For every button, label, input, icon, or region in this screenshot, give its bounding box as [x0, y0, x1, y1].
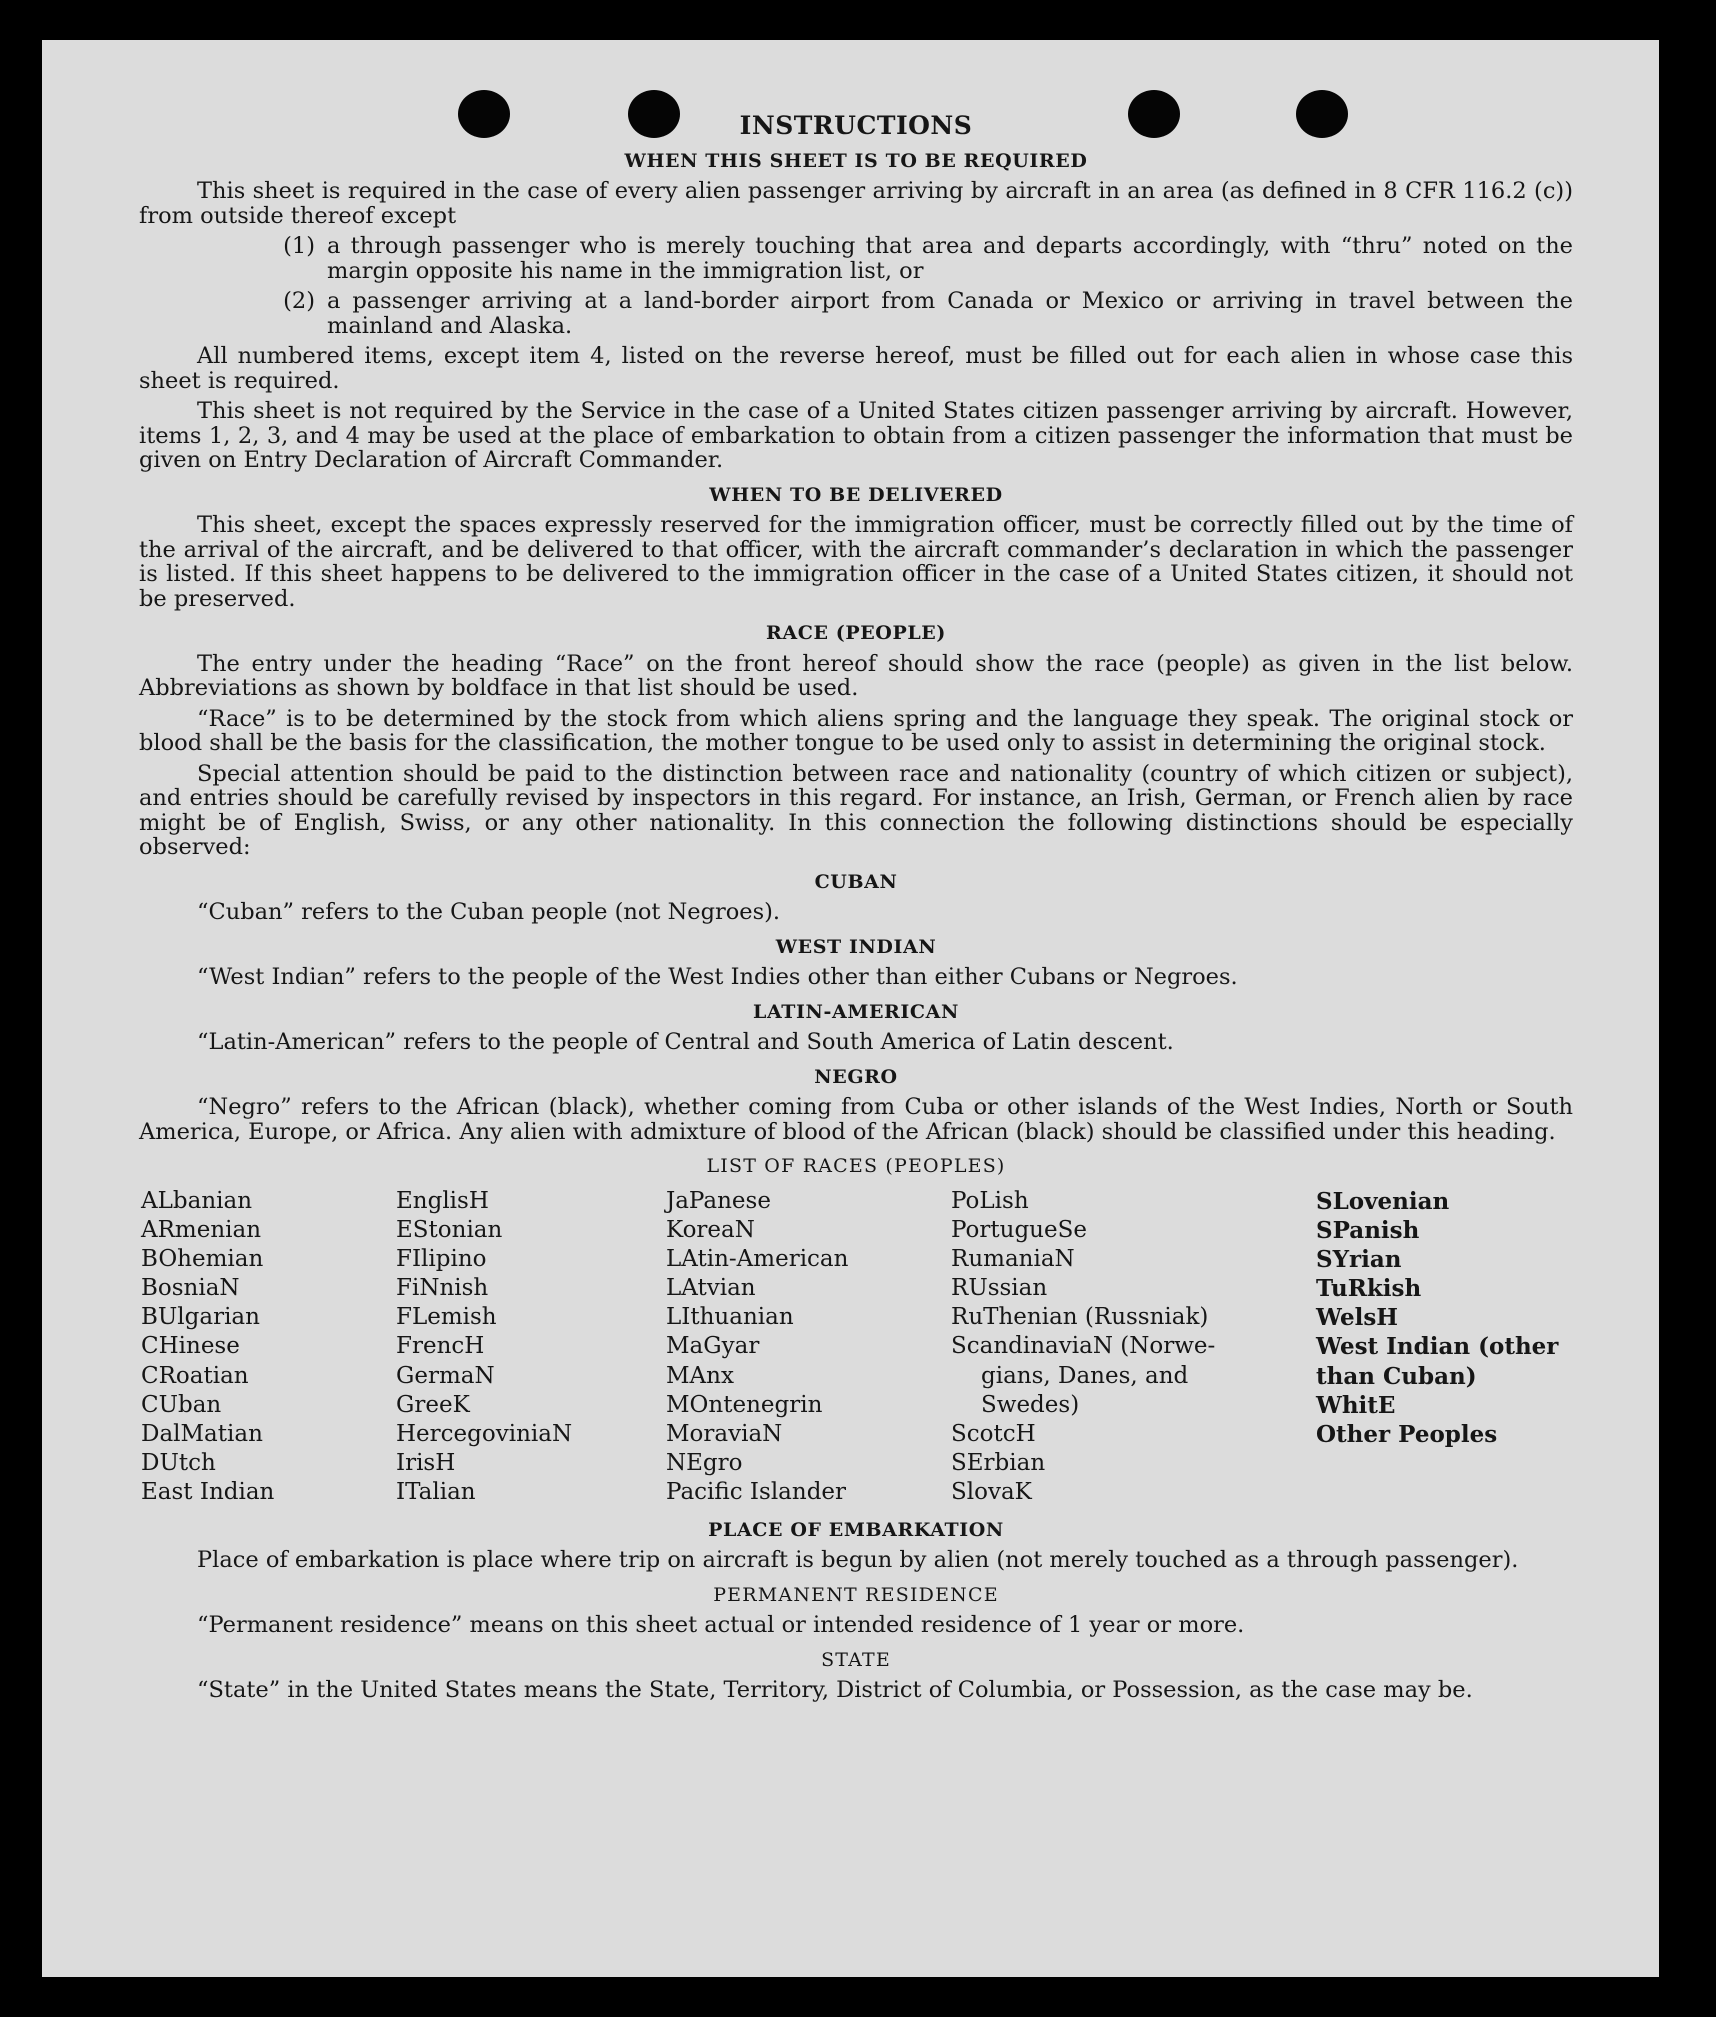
race-item: LAtvian — [666, 1275, 756, 1302]
race-item: BUlgarian — [141, 1304, 260, 1331]
section-heading-cuban: CUBAN — [814, 870, 898, 893]
race-paragraph: The entry under the heading “Race” on the front hereof should show the race (people) as given in the list below. Abbreviations as shown by boldface in that list should be used. — [139, 650, 1573, 701]
race-item: BosniaN — [141, 1275, 240, 1302]
race-item: FLemish — [396, 1304, 497, 1331]
section-heading-residence: PERMANENT RESIDENCE — [713, 1583, 999, 1606]
race-item: PortugueSe — [951, 1216, 1087, 1243]
race-item: FrencH — [396, 1333, 485, 1360]
race-item: CHinese — [141, 1333, 240, 1360]
race-item: LAtin-American — [666, 1245, 849, 1272]
race-item: FiNnish — [396, 1275, 489, 1302]
race-item: IrisH — [396, 1450, 456, 1477]
negro-definition: “Negro” refers to the African (black), whether coming from Cuba or other islands of the West Indies, North or South America, Europe, or Africa. Any alien with admixture of blood of the African (black) should be classified under this heading. — [139, 1094, 1573, 1145]
race-item: MOntenegrin — [666, 1391, 823, 1418]
west-indian-definition: “West Indian” refers to the people of the West Indies other than either Cubans or Negroes. — [197, 964, 1238, 990]
section-heading-west-indian: WEST INDIAN — [775, 935, 937, 958]
race-column — [396, 1187, 666, 1508]
section-heading-latin-american: LATIN-AMERICAN — [753, 1000, 959, 1023]
race-item: MoraviaN — [666, 1421, 783, 1447]
race-item: MAnx — [666, 1362, 734, 1389]
race-item: RumaniaN — [951, 1245, 1075, 1272]
required-intro: This sheet is required in the case of every alien passenger arriving by aircraft in an area (as defined in 8 CFR 116.2 (c)) from outside thereof except — [139, 178, 1573, 229]
race-item: NEgro — [666, 1450, 743, 1477]
race-item: West Indian (other than Cuban) — [1316, 1333, 1559, 1390]
cuban-definition: “Cuban” refers to the Cuban people (not Negroes). — [197, 899, 781, 925]
race-item: RUssian — [951, 1275, 1048, 1302]
race-list — [141, 1187, 1573, 1508]
race-item: ScandinaviaN (Norwe- — [951, 1333, 1216, 1360]
race-item: ITalian — [396, 1479, 476, 1506]
citizen-note-paragraph: This sheet is not required by the Service in the case of a United States citizen passenger arriving by aircraft. However, items 1, 2, 3, and 4 may be used at the place of embarkation to obtain from a citizen passenger the information that must be given on Entry Declaration of Aircraft Commander. — [139, 398, 1573, 473]
section-heading-state: STATE — [821, 1648, 891, 1671]
race-item: DUtch — [141, 1450, 216, 1477]
race-item: SlovaK — [951, 1479, 1032, 1506]
race-item: SPanish — [1316, 1216, 1420, 1244]
race-item: TuRkish — [1316, 1275, 1422, 1303]
document-sheet — [42, 40, 1659, 1977]
race-item: Pacific Islander — [666, 1479, 847, 1506]
exception-text: a passenger arriving at a land-border airport from Canada or Mexico or arriving in travel between the mainland and Alaska. — [327, 288, 1573, 339]
page-title: INSTRUCTIONS — [739, 111, 973, 140]
section-heading-required: WHEN THIS SHEET IS TO BE REQUIRED — [624, 149, 1088, 172]
race-item: GermaN — [396, 1362, 495, 1389]
numbered-items-paragraph: All numbered items, except item 4, listed on the reverse hereof, must be filled out for each alien in whose case this sheet is required. — [139, 343, 1573, 394]
exception-number: (1) — [283, 233, 315, 259]
race-item: JaPanese — [666, 1187, 771, 1214]
exception-text: a through passenger who is merely touching that area and departs accordingly, with “thru” noted on the margin opposite his name in the immigration list, or — [327, 233, 1573, 284]
race-item: MaGyar — [666, 1333, 760, 1360]
race-item: ALbanian — [141, 1187, 253, 1214]
residence-definition: “Permanent residence” means on this sheet actual or intended residence of 1 year or more. — [197, 1612, 1245, 1639]
section-heading-list-of-races: LIST OF RACES (PEOPLES) — [706, 1155, 1006, 1177]
race-item: WhitE — [1316, 1391, 1396, 1419]
race-item: gians, Danes, and — [981, 1362, 1189, 1389]
section-heading-embarkation: PLACE OF EMBARKATION — [708, 1518, 1004, 1541]
race-item: BOhemian — [141, 1245, 264, 1272]
race-item: KoreaN — [666, 1216, 755, 1243]
race-item: RuThenian (Russniak) — [951, 1304, 1209, 1331]
race-column — [141, 1187, 396, 1508]
race-item: ScotcH — [951, 1421, 1036, 1447]
exception-item — [139, 234, 1573, 283]
race-item: EStonian — [396, 1216, 503, 1243]
race-item: SLovenian — [1316, 1187, 1450, 1215]
race-item: GreeK — [396, 1391, 470, 1418]
instructions-body — [139, 108, 1573, 1709]
race-item: CRoatian — [141, 1362, 249, 1389]
section-heading-race: RACE (PEOPLE) — [766, 622, 946, 644]
race-item: EnglisH — [396, 1187, 489, 1214]
race-item: HercegoviniaN — [396, 1421, 573, 1447]
exception-item — [139, 289, 1573, 338]
section-heading-delivered: WHEN TO BE DELIVERED — [709, 483, 1003, 506]
race-paragraph: “Race” is to be determined by the stock from which aliens spring and the language they speak. The original stock or blood shall be the basis for the classification, the mother tongue to be used only to assist in determining the original stock. — [139, 705, 1573, 756]
race-item: FIlipino — [396, 1245, 487, 1272]
delivered-paragraph: This sheet, except the spaces expressly reserved for the immigration officer, must be correctly filled out by the time of the arrival of the aircraft, and be delivered to that officer, with the aircraft commander’s declaration in which the passenger is listed. If this sheet happens to be delivered to the immigration officer in the case of a United States citizen, it should not be preserved. — [139, 512, 1573, 612]
race-item: DalMatian — [141, 1421, 263, 1447]
race-item: LIthuanian — [666, 1304, 794, 1331]
race-item: SErbian — [951, 1450, 1046, 1477]
race-item: CUban — [141, 1391, 222, 1418]
embarkation-definition: Place of embarkation is place where trip on aircraft is begun by alien (not merely touched as a through passenger). — [197, 1547, 1519, 1574]
exception-number: (2) — [283, 288, 315, 314]
race-item: PoLish — [951, 1187, 1029, 1214]
state-definition: “State” in the United States means the State, Territory, District of Columbia, or Possession, as the case may be. — [197, 1677, 1473, 1704]
race-column — [1316, 1187, 1575, 1508]
race-item: East Indian — [141, 1479, 275, 1506]
race-item: Other Peoples — [1316, 1421, 1498, 1449]
race-item: WelsH — [1316, 1304, 1399, 1332]
race-item: Swedes) — [981, 1391, 1080, 1418]
race-column — [951, 1187, 1316, 1508]
race-item: SYrian — [1316, 1245, 1402, 1273]
latin-american-definition: “Latin-American” refers to the people of Central and South America of Latin descent. — [197, 1029, 1174, 1055]
section-heading-negro: NEGRO — [814, 1065, 898, 1088]
race-item: ARmenian — [141, 1216, 262, 1243]
race-paragraph: Special attention should be paid to the distinction between race and nationality (country of which citizen or subject), and entries should be carefully revised by inspectors in this regard. For instance, an Irish, German, or French alien by race might be of English, Swiss, or any other nationality. In this connection the following distinctions should be especially observed: — [139, 760, 1573, 860]
race-column — [666, 1187, 951, 1508]
